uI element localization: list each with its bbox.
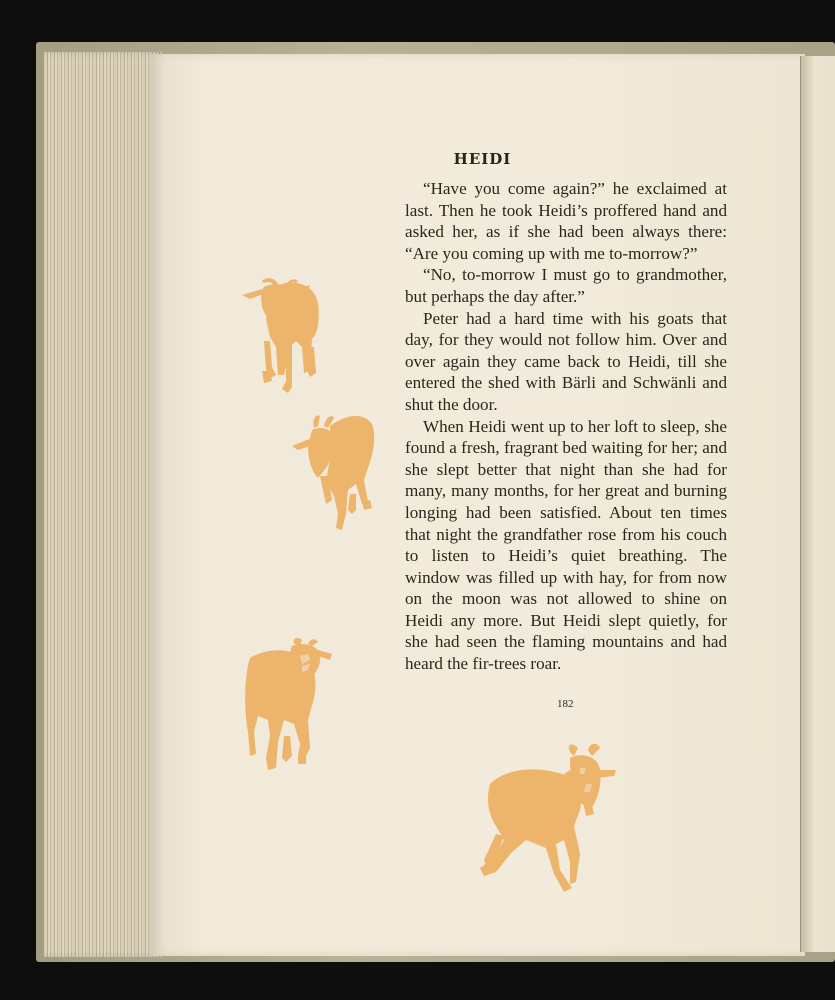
- goat-illustration-1: [240, 275, 322, 397]
- goat-illustration-3: [244, 636, 336, 776]
- page-number: 182: [557, 698, 574, 710]
- goat-illustration-4: [476, 744, 618, 894]
- paragraph: “Have you come again?” he exclaimed at last. Then he took Heidi’s proffered hand and asked her, as if she had been always there: “Are you coming up with me to-morrow?”: [405, 179, 727, 263]
- running-head: HEIDI: [453, 150, 512, 168]
- body-text: [405, 178, 727, 675]
- goat-walking-icon: [290, 410, 380, 534]
- goat-standing-icon: [476, 744, 618, 894]
- page-block-edges: [44, 52, 162, 957]
- goat-rear-view-icon: [244, 636, 336, 776]
- paragraph: When Heidi went up to her loft to sleep, she found a fresh, fragrant bed waiting for her; and she slept better that night than she had for many, many months, for her great and burning longing had been satisfied. About ten times that night the grandfather rose from his couch to listen to Heidi’s quiet breathing. The window was filled up with hay, for from now on the moon was not allowed to shine on Heidi any more. But Heidi slept quietly, for she had seen the flaming mountains and had heard the fir-trees roar.: [405, 416, 727, 674]
- next-page-sliver: [800, 56, 835, 952]
- goat-illustration-2: [290, 410, 380, 534]
- paragraph: “No, to-morrow I must go to grandmother, but perhaps the day after.”: [405, 265, 727, 306]
- goat-facing-forward-icon: [240, 275, 322, 397]
- paragraph: Peter had a hard time with his goats that day, for they would not follow him. Over and over again they came back to Heidi, till she entered the shed with Bärli and Schwänli and shut the door.: [405, 308, 727, 414]
